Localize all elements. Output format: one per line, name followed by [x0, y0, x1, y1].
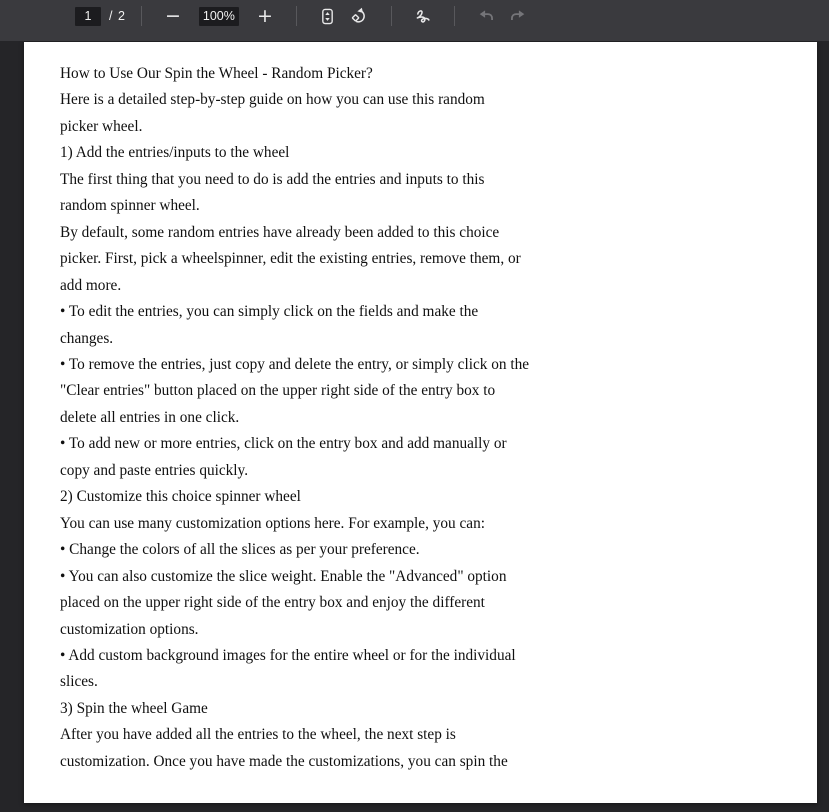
text-line: After you have added all the entries to the wheel, the next step is [60, 726, 456, 744]
text-line: customization. Once you have made the customizations, you can spin the [60, 752, 508, 770]
text-line: customization options. [60, 620, 199, 638]
text-line: copy and paste entries quickly. [60, 461, 249, 479]
text-line: Here is a detailed step-by-step guide on how you can use this random [60, 91, 485, 109]
minus-icon: − [164, 4, 181, 27]
document-area[interactable] [0, 41, 829, 812]
page-number-input[interactable] [75, 7, 101, 26]
text-line: "Clear entries" button placed on the upper right side of the entry box to [60, 382, 496, 400]
text-line: • You can also customize the slice weight. Enable the "Advanced" option [60, 567, 507, 585]
text-line: picker wheel. [60, 117, 143, 135]
text-line: • To edit the entries, you can simply click on the fields and make the [60, 303, 479, 321]
toolbar-controls [75, 0, 534, 32]
text-line: delete all entries in one click. [60, 408, 240, 426]
fit-to-page-icon [319, 8, 336, 25]
toolbar-separator [141, 6, 142, 26]
text-line: 3) Spin the wheel Game [60, 699, 208, 717]
text-line: You can use many customization options here. For example, you can: [60, 514, 485, 532]
toolbar-separator [296, 6, 297, 26]
zoom-level-display: 100% [199, 7, 239, 26]
document-text [24, 42, 817, 775]
rotate-button[interactable] [346, 2, 374, 30]
undo-button[interactable] [472, 2, 500, 30]
toolbar-separator [391, 6, 392, 26]
text-line: 1) Add the entries/inputs to the wheel [60, 144, 290, 162]
annotate-button[interactable] [409, 2, 437, 30]
toolbar-separator [454, 6, 455, 26]
text-line: The first thing that you need to do is add the entries and inputs to this [60, 170, 485, 188]
text-line: 2) Customize this choice spinner wheel [60, 488, 301, 506]
text-line: • Change the colors of all the slices as per your preference. [60, 541, 420, 559]
text-line: changes. [60, 329, 114, 347]
redo-button[interactable] [504, 2, 532, 30]
text-line: add more. [60, 276, 122, 294]
text-line: slices. [60, 673, 98, 691]
text-line: • Add custom background images for the entire wheel or for the individual [60, 646, 516, 664]
fit-to-page-button[interactable] [314, 2, 342, 30]
text-line: • To remove the entries, just copy and delete the entry, or simply click on the [60, 355, 530, 373]
text-line: random spinner wheel. [60, 197, 200, 215]
plus-icon: + [256, 4, 273, 27]
text-line: How to Use Our Spin the Wheel - Random Picker? [60, 65, 373, 82]
page-count-label: / 2 [109, 9, 126, 23]
pen-annotate-icon [414, 7, 432, 25]
text-line: By default, some random entries have already been added to this choice [60, 223, 500, 241]
undo-icon [477, 7, 495, 25]
text-line: • To add new or more entries, click on the entry box and add manually or [60, 435, 507, 453]
pdf-toolbar [0, 0, 829, 41]
text-line: placed on the upper right side of the entry box and enjoy the different [60, 594, 485, 612]
pdf-page [24, 42, 817, 803]
zoom-in-button[interactable] [251, 2, 279, 30]
zoom-out-button[interactable] [159, 2, 187, 30]
text-line: picker. First, pick a wheelspinner, edit the existing entries, remove them, or [60, 250, 521, 268]
rotate-counterclockwise-icon [351, 7, 369, 25]
redo-icon [509, 7, 527, 25]
